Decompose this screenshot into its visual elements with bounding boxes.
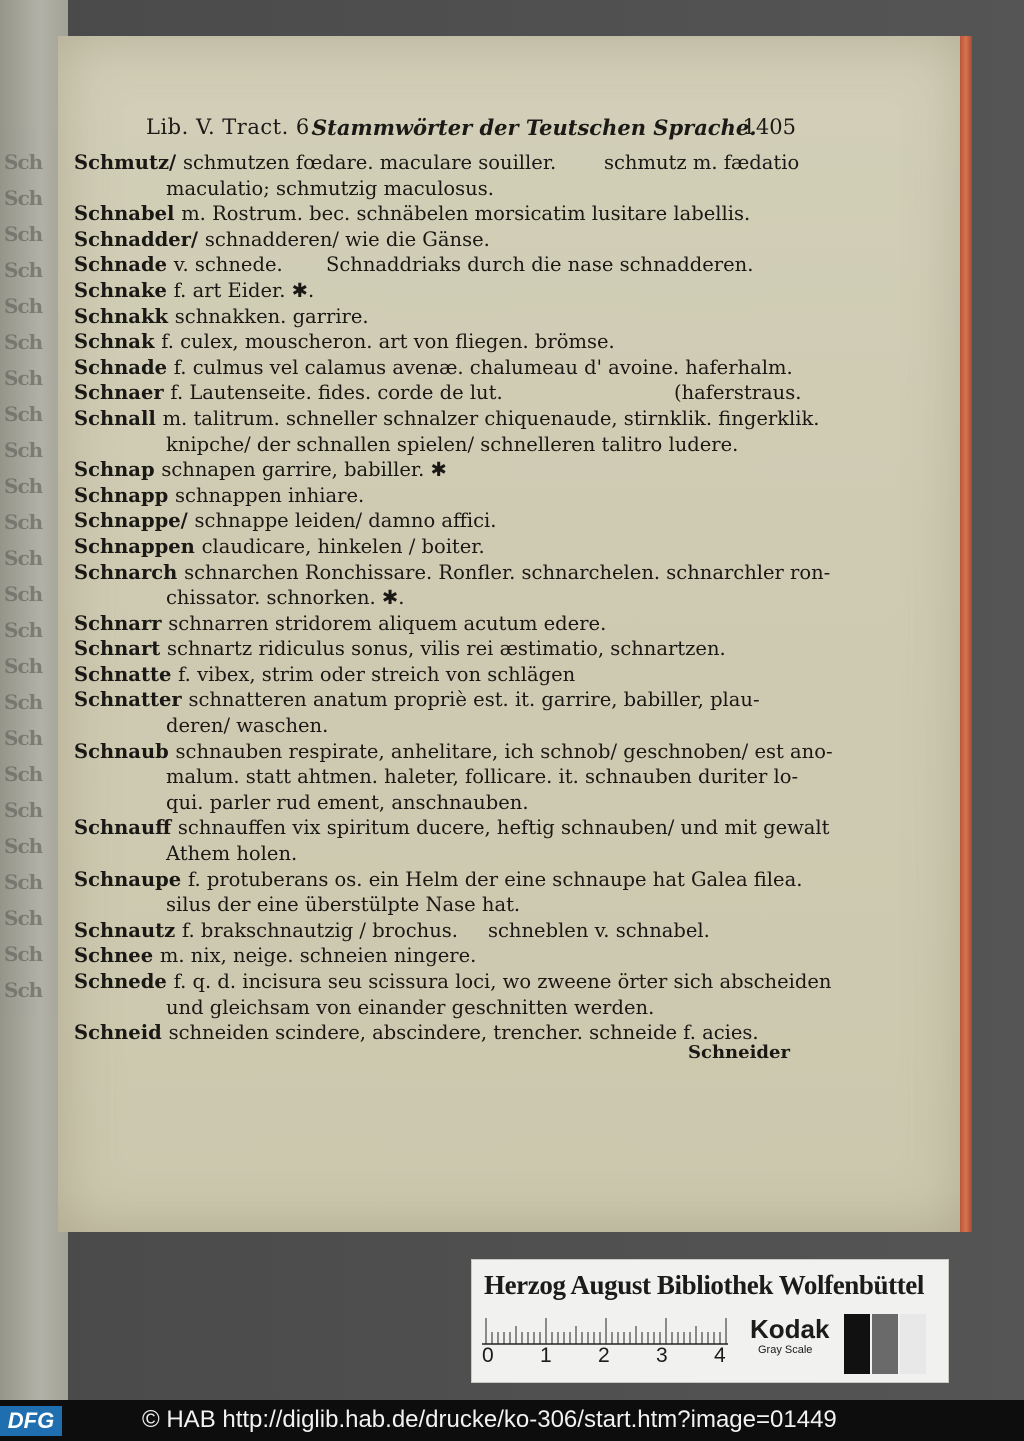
dictionary-entry	[74, 329, 804, 355]
dictionary-entry	[74, 815, 830, 866]
entry-text: schneiden scindere, abscindere, trencher. schneide f. acies.	[168, 1021, 759, 1045]
entry-text: m. talitrum. schneller schnalzer chiquenaude, stirnklik. fingerklik.	[162, 406, 820, 430]
entry-line	[74, 612, 606, 635]
dictionary-entry	[74, 380, 804, 406]
entry-line	[74, 868, 802, 891]
ruler-scale	[482, 1316, 730, 1346]
dictionary-entry	[74, 406, 820, 457]
entry-text: schnartz ridiculus sonus, vilis rei æstimatio, schnartzen.	[167, 637, 726, 661]
entry-text: f. art Eider. ✱.	[173, 278, 315, 302]
running-head-title: Stammwörter der Teutschen Sprache.	[312, 115, 757, 140]
entry-headword: Schnaupe	[74, 867, 188, 891]
entry-text: schnappen inhiare.	[175, 483, 365, 507]
bleed-through-word: Sch	[4, 618, 43, 642]
entry-text: schnappe leiden/ damno affici.	[194, 509, 497, 533]
entry-continuation: chissator. schnorken. ✱.	[166, 586, 405, 610]
entry-continuation: malum. statt ahtmen. haleter, follicare. it. schnauben duriter lo-	[166, 765, 799, 789]
entry-continuation: knipche/ der schnallen spielen/ schnelleren talitro ludere.	[166, 432, 739, 456]
entry-continuation: silus der eine überstülpte Nase hat.	[166, 893, 521, 917]
entry-line	[74, 688, 760, 711]
entry-right-text: schmutz m. fædatio	[604, 151, 800, 174]
entry-text: schmutzen fœdare. maculare souiller.	[182, 151, 557, 174]
footer-bar	[0, 1400, 1024, 1441]
entry-headword: Schnak	[74, 330, 162, 354]
bleed-through-word: Sch	[4, 762, 43, 786]
ruler-number: 4	[714, 1344, 726, 1367]
entry-line	[74, 279, 314, 302]
entry-headword: Schnapp	[74, 483, 176, 507]
gray-swatch	[900, 1314, 926, 1374]
entry-headword: Schnade	[74, 253, 174, 277]
kodak-brand: Kodak	[750, 1314, 830, 1344]
entry-line	[74, 509, 496, 532]
bleed-through-word: Sch	[4, 510, 43, 534]
running-head-left: Lib. V. Tract. 6.	[146, 115, 317, 139]
entry-text: m. Rostrum. bec. schnäbelen morsicatim lusitare labellis.	[181, 202, 751, 226]
entry-line	[74, 407, 820, 430]
entry-headword: Schnautz	[74, 918, 182, 942]
entry-line	[74, 970, 831, 993]
bleed-through-word: Sch	[4, 438, 43, 462]
entry-continuation: Athem holen.	[166, 842, 298, 866]
entry-headword: Schnadder/	[74, 227, 205, 251]
entry-headword: Schnee	[74, 944, 160, 968]
entry-headword: Schnatte	[74, 662, 179, 686]
entry-line	[74, 1021, 759, 1044]
bleed-through-word: Sch	[4, 582, 43, 606]
dictionary-entry	[74, 201, 804, 227]
dfg-logo: DFG	[0, 1406, 62, 1436]
entry-line	[74, 637, 726, 660]
entry-text: schnarren stridorem aliquem acutum edere.	[168, 611, 607, 635]
bleed-through-word: Sch	[4, 294, 43, 318]
bleed-through-word: Sch	[4, 186, 43, 210]
entry-continuation: deren/ waschen.	[166, 714, 329, 738]
dictionary-entry	[74, 918, 804, 944]
entry-text: v. schnede.	[173, 253, 283, 277]
entry-right-text: Schnaddriaks durch die nase schnadderen.	[326, 253, 754, 277]
entry-headword: Schneid	[74, 1021, 169, 1045]
bleed-through-word: Sch	[4, 366, 43, 390]
ruler-number: 0	[482, 1344, 494, 1367]
entry-headword: Schnede	[74, 970, 174, 993]
dictionary-entry	[74, 227, 804, 253]
ruler-numbers	[478, 1344, 738, 1374]
entry-line	[74, 253, 283, 276]
entry-text: f. brakschnautzig / brochus.	[182, 918, 458, 942]
dictionary-entry	[74, 355, 804, 381]
running-head	[146, 113, 796, 147]
entry-line	[74, 458, 447, 481]
dictionary-entry	[74, 252, 804, 278]
bleed-through-word: Sch	[4, 546, 43, 570]
entry-line	[74, 944, 476, 967]
bleed-through-word: Sch	[4, 222, 43, 246]
dictionary-entry	[74, 636, 804, 662]
entry-right-text: (haferstraus.	[674, 381, 802, 405]
entry-headword: Schnake	[74, 278, 174, 302]
dictionary-entry	[74, 662, 804, 688]
dictionary-entry	[74, 867, 804, 918]
entry-text: claudicare, hinkelen / boiter.	[201, 534, 485, 558]
dictionary-entry	[74, 739, 833, 816]
dictionary-entry	[74, 534, 804, 560]
gray-swatches	[844, 1314, 930, 1374]
bleed-through-word: Sch	[4, 330, 43, 354]
catchword: Schneider	[688, 1042, 790, 1063]
entry-text: schnauffen vix spiritum ducere, heftig schnauben/ und mit gewalt	[177, 816, 830, 840]
entry-continuation: und gleichsam von einander geschnitten werden.	[166, 995, 655, 1019]
page-number: 1405	[742, 115, 796, 139]
color-calibration-card	[472, 1260, 948, 1382]
entry-headword: Schnappe/	[74, 509, 195, 533]
dictionary-entry	[74, 278, 804, 304]
entry-headword: Schnabel	[74, 202, 182, 226]
bleed-through-word: Sch	[4, 726, 43, 750]
dictionary-entry	[74, 611, 804, 637]
dictionary-entry	[74, 304, 804, 330]
entry-line	[74, 663, 575, 686]
entry-line	[74, 356, 793, 379]
entry-headword: Schnappen	[74, 534, 202, 558]
dictionary-entry	[74, 687, 804, 738]
gray-swatch	[844, 1314, 870, 1374]
ruler-number: 1	[540, 1344, 552, 1367]
bleed-through-word: Sch	[4, 942, 43, 966]
entry-line	[74, 202, 750, 225]
dictionary-entry	[74, 508, 804, 534]
entry-line	[74, 381, 503, 404]
entry-line	[74, 561, 830, 584]
entry-headword: Schnarr	[74, 611, 169, 635]
entry-text: schnatteren anatum propriè est. it. garrire, babiller, plau-	[188, 688, 760, 712]
dictionary-entry	[74, 457, 804, 483]
entry-text: f. q. d. incisura seu scissura loci, wo zweene örter sich abscheiden	[173, 970, 832, 993]
bleed-through-word: Sch	[4, 834, 43, 858]
entry-text: schnadderen/ wie die Gänse.	[204, 227, 490, 251]
entry-headword: Schnaer	[74, 381, 171, 405]
entry-text: schnauben respirate, anhelitare, ich schnob/ geschnoben/ est ano-	[175, 739, 833, 763]
entry-text: schnapen garrire, babiller. ✱	[161, 458, 447, 482]
bleed-through-word: Sch	[4, 258, 43, 282]
page-edge	[960, 36, 972, 1232]
entry-text: f. culmus vel calamus avenæ. chalumeau d' avoine. haferhalm.	[173, 355, 793, 379]
entry-headword: Schnarch	[74, 560, 185, 584]
entry-headword: Schnall	[74, 406, 163, 430]
entry-line	[74, 305, 369, 328]
entry-line	[74, 535, 485, 558]
entry-line	[74, 330, 615, 353]
entry-text: f. protuberans os. ein Helm der eine schnaupe hat Galea filea.	[187, 867, 803, 891]
dictionary-entry	[74, 483, 804, 509]
entry-continuation: qui. parler rud ement, anschnauben.	[166, 790, 529, 814]
bleed-through-word: Sch	[4, 870, 43, 894]
bleed-through-word: Sch	[4, 798, 43, 822]
entry-continuation: maculatio; schmutzig maculosus.	[166, 176, 494, 200]
gray-swatch	[872, 1314, 898, 1374]
bleed-through-word: Sch	[4, 654, 43, 678]
entry-headword: Schnaub	[74, 739, 176, 763]
entry-line	[74, 919, 458, 942]
entry-line	[74, 151, 556, 174]
entry-text: f. Lautenseite. fides. corde de lut.	[170, 381, 503, 405]
entry-headword: Schnatter	[74, 688, 189, 712]
bleed-through-word: Sch	[4, 906, 43, 930]
bleed-through-word: Sch	[4, 978, 43, 1002]
entry-headword: Schnap	[74, 458, 162, 482]
ruler-number: 3	[656, 1344, 668, 1367]
bleed-through-word: Sch	[4, 402, 43, 426]
entry-line	[74, 484, 364, 507]
ruler-number: 2	[598, 1344, 610, 1367]
entry-text: schnarchen Ronchissare. Ronfler. schnarchelen. schnarchler ron-	[184, 560, 831, 584]
entry-headword: Schnakk	[74, 304, 175, 328]
library-name: Herzog August Bibliothek Wolfenbüttel	[484, 1270, 924, 1300]
dictionary-entry	[74, 150, 804, 201]
dictionary-entry	[74, 943, 804, 969]
entry-headword: Schmutz/	[74, 151, 183, 174]
entry-line	[74, 816, 830, 839]
bleed-through-word: Sch	[4, 690, 43, 714]
entry-headword: Schnauff	[74, 816, 178, 840]
entry-line	[74, 228, 490, 251]
entry-text: schnakken. garrire.	[174, 304, 369, 328]
copyright-link[interactable]: © HAB http://diglib.hab.de/drucke/ko-306/start.htm?image=01449	[142, 1406, 837, 1433]
entry-right-text: schneblen v. schnabel.	[488, 918, 710, 942]
entry-text: m. nix, neige. schneien ningere.	[159, 944, 477, 968]
gray-scale-label: Gray Scale	[758, 1344, 813, 1356]
entry-line	[74, 740, 833, 763]
entry-headword: Schnart	[74, 637, 168, 661]
dictionary-entry	[74, 969, 832, 1020]
bleed-through-word: Sch	[4, 150, 43, 174]
entry-text: f. vibex, strim oder streich von schlägen	[178, 662, 576, 686]
dictionary-entries	[74, 150, 833, 1046]
dictionary-entry	[74, 560, 831, 611]
bleed-through-word: Sch	[4, 474, 43, 498]
entry-headword: Schnade	[74, 355, 174, 379]
entry-text: f. culex, mouscheron. art von fliegen. brömse.	[161, 330, 615, 354]
